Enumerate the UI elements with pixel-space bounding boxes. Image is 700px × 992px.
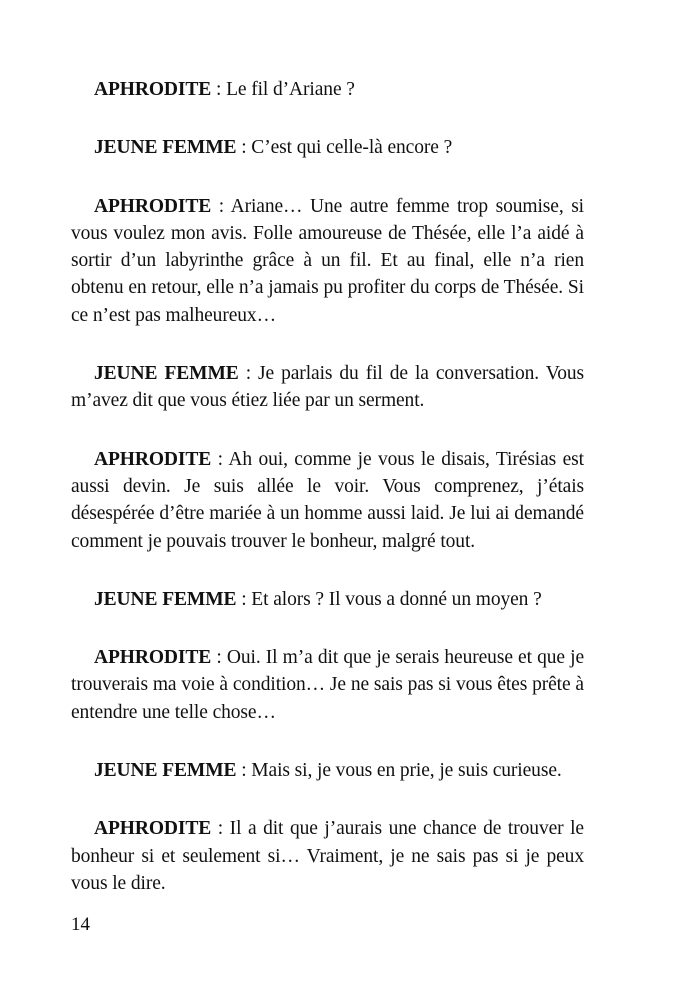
page-number: 14: [71, 914, 90, 935]
line-text: : Et alors ? Il vous a donné un moyen ?: [236, 588, 542, 610]
dialogue-line: [71, 360, 584, 415]
dialogue-line: [71, 134, 584, 161]
speaker-name: APHRODITE: [94, 448, 212, 470]
line-text: : Mais si, je vous en prie, je suis curieuse.: [236, 760, 562, 782]
speaker-name: APHRODITE: [94, 818, 212, 840]
dialogue-line: [71, 757, 584, 784]
speaker-name: APHRODITE: [94, 195, 212, 217]
dialogue-line: [71, 193, 584, 329]
speaker-name: JEUNE FEMME: [94, 363, 239, 385]
dialogue-line: [71, 586, 584, 613]
speaker-name: JEUNE FEMME: [94, 760, 237, 782]
speaker-name: APHRODITE: [94, 647, 212, 669]
speaker-name: JEUNE FEMME: [94, 137, 237, 159]
dialogue-line: [71, 76, 584, 103]
line-text: : Ariane… Une autre femme trop soumise, si vous voulez mon avis. Folle amoureuse de Thésée, elle l’a aidé à sortir d’un labyrinthe grâce à un fil. Et au final, elle n’a rien obtenu en retour, elle n’a jamais pu profiter du corps de Thésée. Si ce n’est pas malheureux…: [71, 195, 584, 326]
line-text: : Le fil d’Ariane ?: [211, 79, 355, 100]
line-text: : Ah oui, comme je vous le disais, Tirésias est aussi devin. Je suis allée le voir. Vous comprenez, j’étais désespérée d’être mariée à un homme aussi laid. Je lui ai demandé comment je pouvais trouver le bonheur, malgré tout.: [71, 448, 584, 552]
line-text: : Je parlais du fil de la conversation. Vous m’avez dit que vous étiez liée par un serment.: [71, 363, 585, 412]
dialogue-line: [71, 446, 584, 555]
line-text: : Oui. Il m’a dit que je serais heureuse et que je trouverais ma voie à condition… Je ne sais pas si vous êtes prête à entendre une telle chose…: [71, 647, 584, 723]
speaker-name: JEUNE FEMME: [94, 588, 237, 610]
dialogue-text: [71, 76, 584, 928]
speaker-name: APHRODITE: [94, 79, 212, 100]
dialogue-line: [71, 815, 584, 897]
line-text: : C’est qui celle-là encore ?: [236, 137, 453, 159]
line-text: : Il a dit que j’aurais une chance de trouver le bonheur si et seulement si… Vraiment, je ne sais pas si je peux vous le dire.: [71, 818, 584, 894]
dialogue-line: [71, 644, 584, 726]
